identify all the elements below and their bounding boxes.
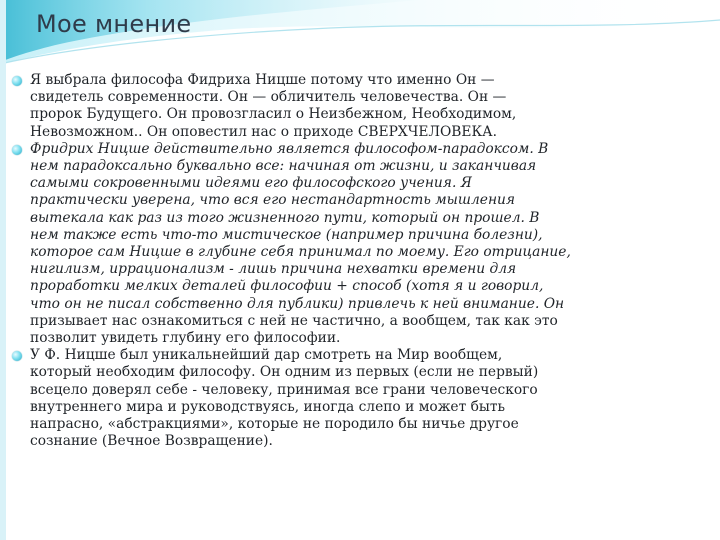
bullet-line: которое сам Ницше в глубине себя принимал по моему. Его отрицание, [30,244,571,261]
bullet-icon [12,76,22,86]
bullet-line: внутреннего мира и руководствуясь, иногда слепо и может быть [30,398,506,415]
bullet-icon [12,351,22,361]
bullet-line: позволит увидеть глубину его философии. [30,330,341,347]
bullet-item-3 [12,347,682,450]
bullet-line: который необходим философу. Он одним из первых (если не первый) [30,364,539,381]
bullet-icon [12,145,22,155]
bullet-item-2 [12,141,682,347]
slide-title: Мое мнение [36,10,192,38]
bullet-line: напрасно, «абстракциями», которые не породило бы ничье другое [30,416,519,433]
bullet-line: вытекала как раз из того жизненного пути, который он прошел. В [30,209,540,226]
bullet-line: пророк Будущего. Он провозгласил о Неизбежном, Необходимом, [30,106,517,123]
bullet-line: нем парадоксально буквально все: начиная от жизни, и заканчивая [30,158,537,175]
bullet-line: что он не писал собственно для публики) привлечь к ней внимание. Он [30,295,565,312]
bullet-line: свидетель современности. Он — обличитель человечества. Он — [30,89,507,106]
bullet-line: нем также есть что-то мистическое (например причина болезни), [30,226,543,243]
bullet-line: Я выбрала философа Фидриха Ницше потому что именно Он — [30,72,495,88]
bullet-line: нигилизм, иррационализм - лишь причина нехватки времени для [30,261,517,278]
bullet-line: самыми сокровенными идеями его философского учения. Я [30,175,472,192]
bullet-line: призывает нас ознакомиться с ней не частично, а вообщем, так как это [30,312,558,329]
bullet-line: Невозможном.. Он оповестил нас о приходе СВЕРХЧЕЛОВЕКА. [30,123,497,140]
left-edge-decoration [0,0,10,540]
bullet-line: практически уверена, что вся его нестандартность мышления [30,192,516,209]
bullet-line: Фридрих Ницше действительно является философом-парадоксом. В [30,140,549,157]
bullet-list [12,72,682,450]
bullet-line: У Ф. Ницше был уникальнейший дар смотреть на Мир вообщем, [30,347,503,364]
bullet-item-1 [12,72,682,141]
bullet-line: всецело доверял себе - человеку, принимая все грани человеческого [30,381,538,398]
bullet-line: сознание (Вечное Возвращение). [30,433,273,450]
bullet-line: проработки мелких деталей философии + способ (хотя я и говорил, [30,278,544,295]
